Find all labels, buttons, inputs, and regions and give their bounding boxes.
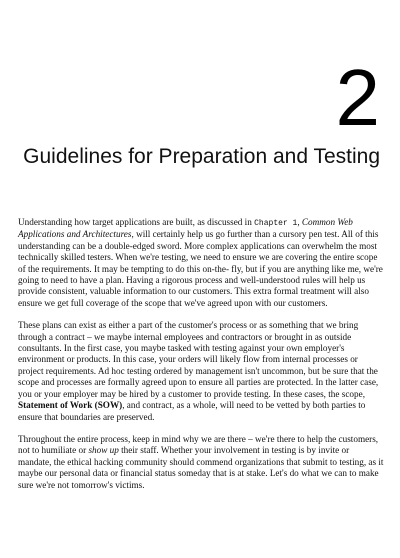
text-run: These plans can exist as either a part of the customer's process or as something that we bring through a contract – we maybe internal employees and contractors or brought in as outside consultants. In the first case, you maybe tasked with testing against your own employer's environment or products. In this case, your orders will likely flow from internal processes or project requirements. Ad hoc testing ordered by management isn't uncommon, but be sure that the scope and processes are formally agreed upon to ensure all parties are protected. In the latter case, you or your employer may be hired by a customer to provide testing. In these cases, the scope, bbox=[18, 320, 379, 399]
text-run: Understanding how target applications are built, as discussed in bbox=[18, 217, 255, 227]
paragraph-1 bbox=[18, 217, 384, 309]
chapter-reference: Chapter 1 bbox=[254, 219, 298, 228]
paragraph-2 bbox=[18, 320, 384, 423]
text-run: , and contract, as a whole, will need to be vetted by both parties to ensure that boundaries are preserved. bbox=[18, 400, 366, 422]
paragraph-3 bbox=[18, 434, 384, 491]
chapter-reference-title: Common Web Applications and Architectures bbox=[18, 217, 353, 240]
bold-term: Statement of Work (SOW) bbox=[18, 400, 123, 411]
chapter-number: 2 bbox=[335, 53, 380, 142]
chapter-title: Guidelines for Preparation and Testing bbox=[23, 145, 380, 168]
text-run: , bbox=[297, 217, 302, 227]
body-text bbox=[18, 217, 384, 502]
text-run: Throughout the entire process, keep in mind why we are there – we're there to help the customers, not to humiliate or bbox=[18, 433, 379, 456]
italic-phrase: show up bbox=[88, 445, 119, 456]
text-run: their staff. Whether your involvement in testing is by invite or mandate, the ethical hacking community should commend organizations that submit to testing, as it maybe our personal data or financial status someday that is at stake. Let's do what we can to make sure we're not tomorrow's victims. bbox=[18, 445, 384, 490]
text-run: , will certainly help us go further than a cursory pen test. All of this understanding can be a double-edged sword. More complex applications can overwhelm the most technically skilled testers. When we're testing, we need to ensure we are covering the entire scope of the requirements. It may be tempting to do this on-the- fly, but if you are anything like me, we're going to need to have a plan. Having a rigorous process and well-understood rules will help us provide consistent, valuable information to our customers. This extra formal treatment will also ensure we get full coverage of the scope that we've agreed upon with our customers. bbox=[18, 229, 383, 308]
